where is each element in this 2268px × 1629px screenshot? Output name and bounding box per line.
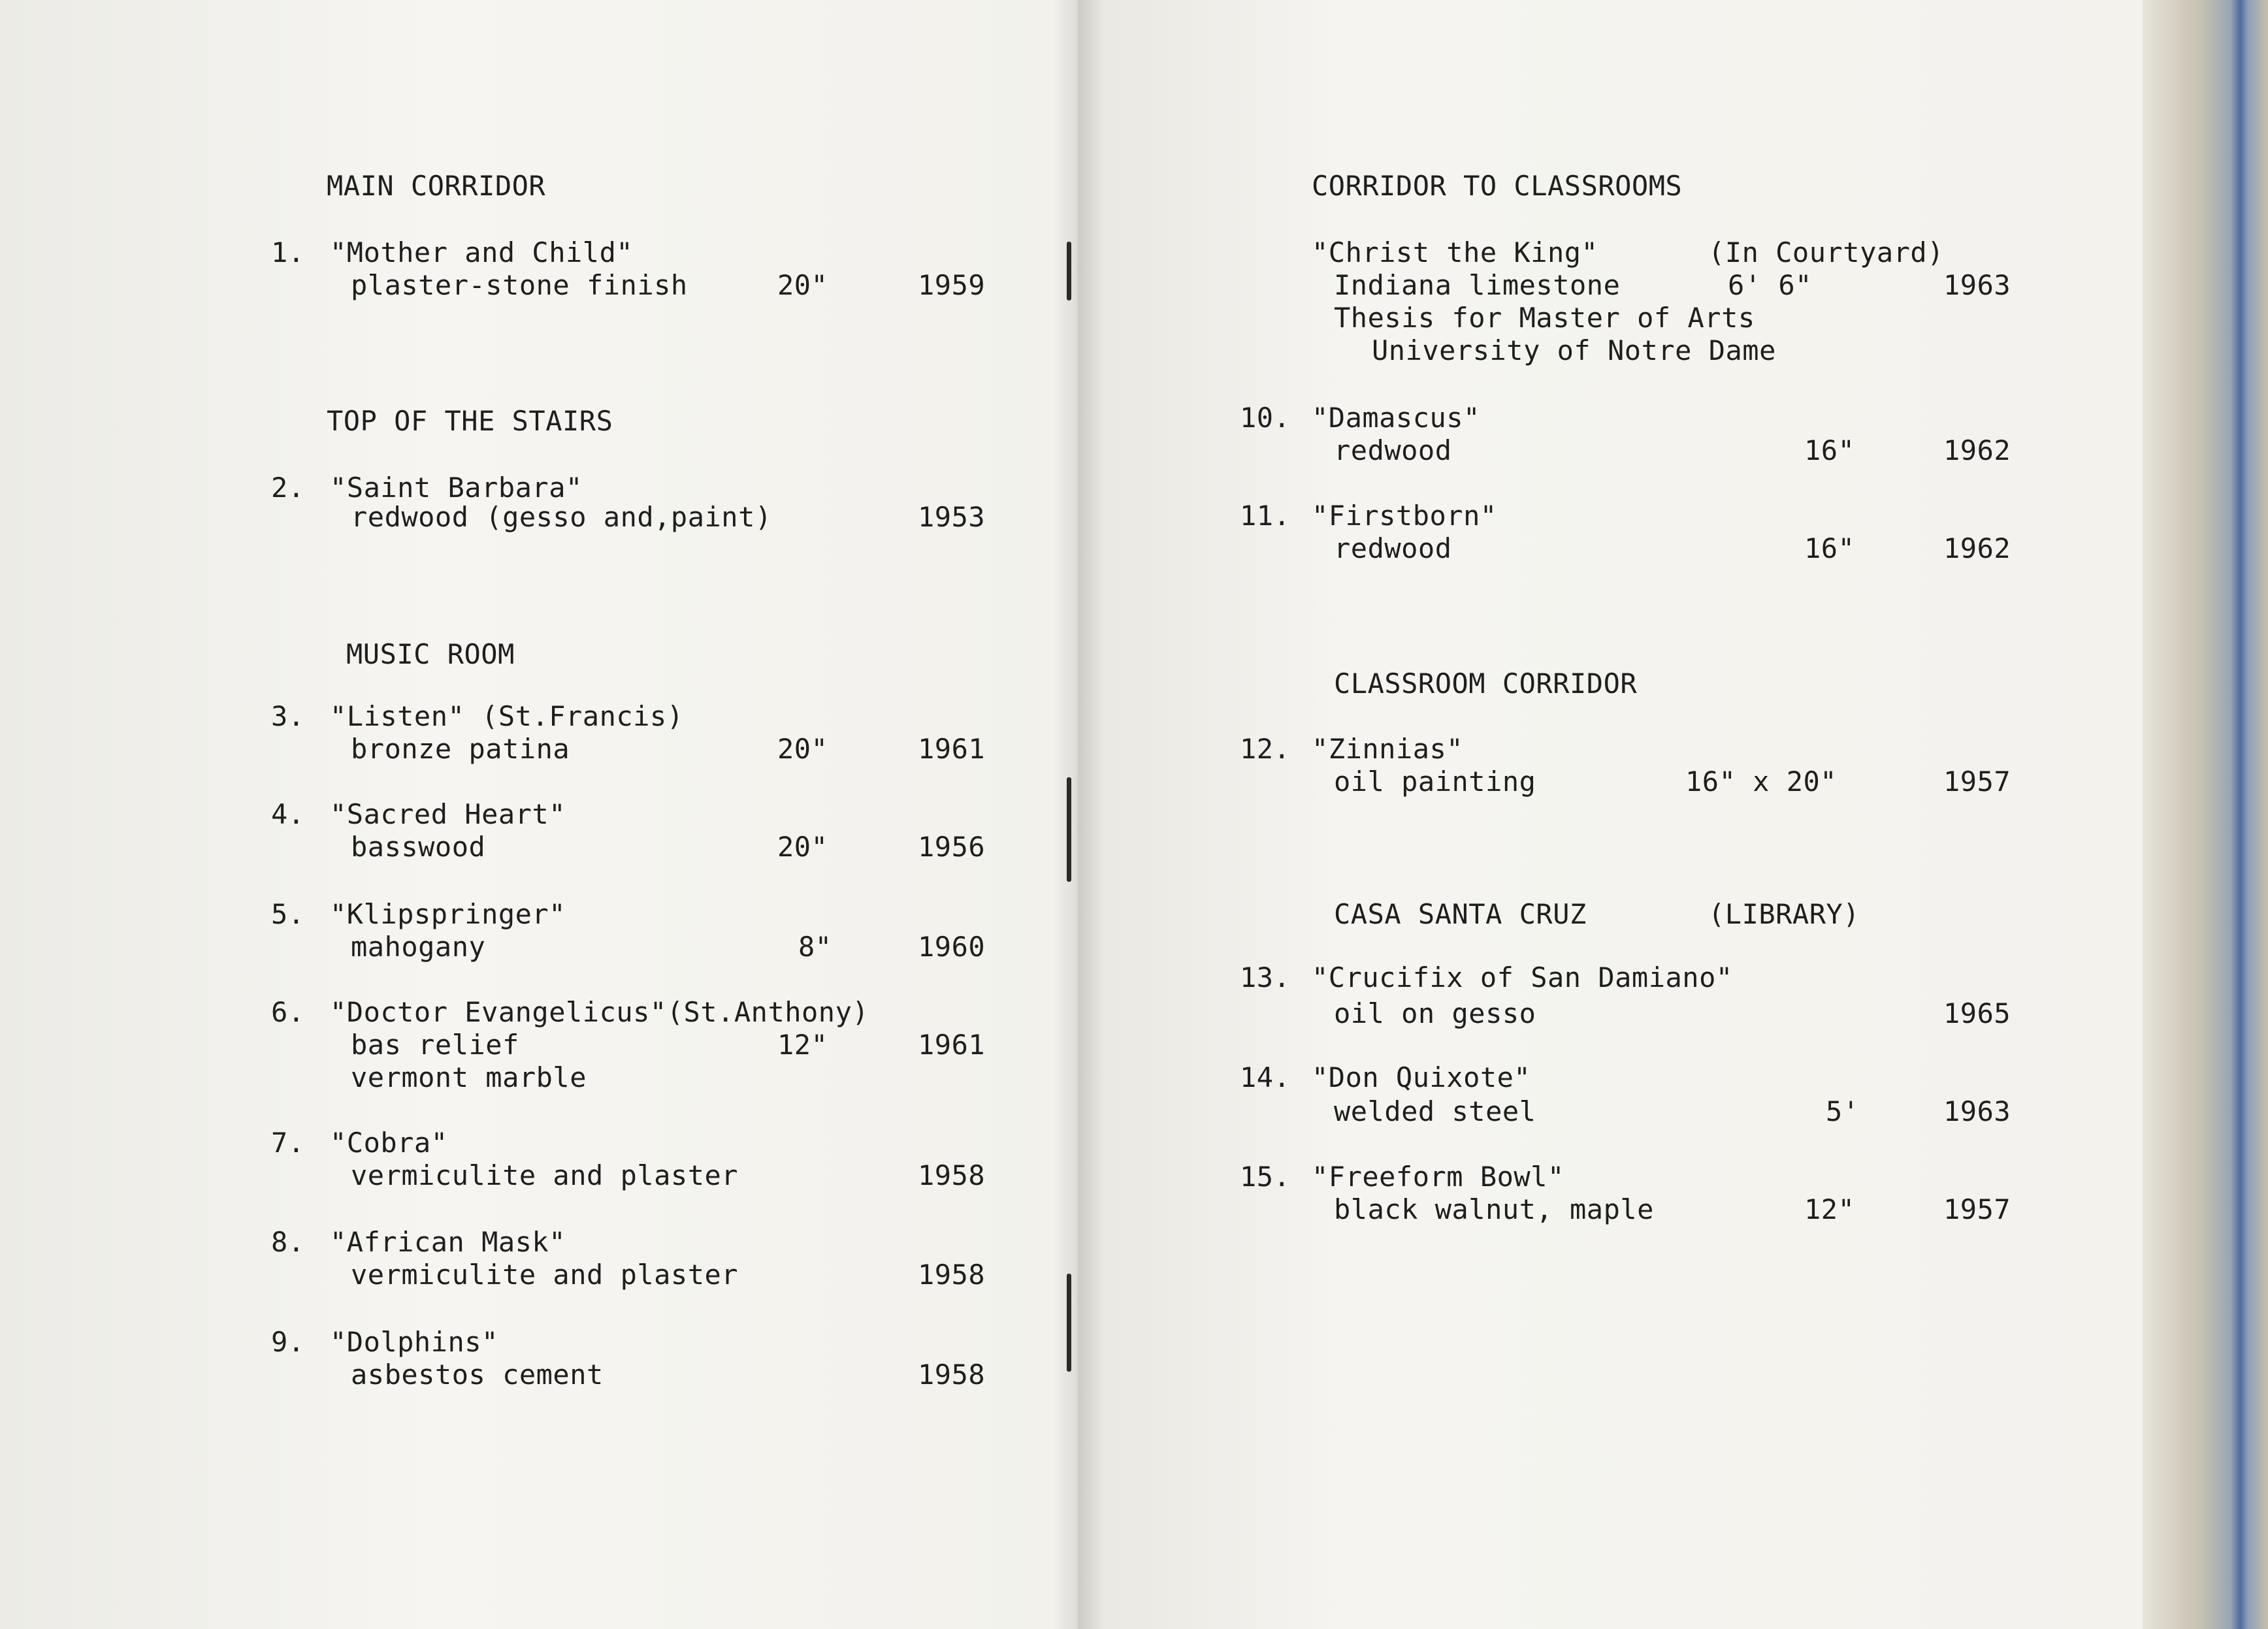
item-year: 1957 [1943, 1193, 2011, 1225]
staple [1067, 777, 1071, 882]
item-year: 1963 [1943, 269, 2011, 301]
item-material: oil painting [1334, 766, 1536, 798]
booklet-edge [2143, 0, 2268, 1629]
item-material: plaster-stone finish [351, 269, 688, 301]
item-material: vermiculite and plaster [351, 1159, 739, 1191]
section-heading: CASA SANTA CRUZ [1334, 898, 1587, 930]
item-title: "Crucifix of San Damiano" [1312, 961, 1733, 993]
item-title: "African Mask" [330, 1226, 566, 1258]
item-title: "Damascus" [1312, 402, 1480, 434]
item-material: Indiana limestone [1334, 269, 1621, 301]
item-material: redwood [1334, 434, 1452, 466]
item-size: 12" [777, 1029, 828, 1061]
section-heading-extra: (LIBRARY) [1708, 898, 1860, 930]
item-number: 4. [271, 798, 305, 830]
item-size: 8" [798, 931, 832, 963]
item-title: "Freeform Bowl" [1312, 1161, 1564, 1193]
item-title: "Zinnias" [1312, 733, 1464, 765]
item-year: 1963 [1943, 1095, 2011, 1127]
item-title: "Klipspringer" [330, 898, 566, 930]
item-number: 10. [1240, 402, 1291, 434]
item-number: 15. [1240, 1161, 1291, 1193]
item-number: 6. [271, 996, 305, 1028]
item-number: 9. [271, 1326, 305, 1358]
item-number: 2. [271, 472, 305, 504]
item-year: 1962 [1943, 532, 2011, 564]
item-title: "Firstborn" [1312, 500, 1497, 532]
item-number: 1. [271, 236, 305, 268]
item-size: 16" x 20" [1685, 766, 1838, 798]
item-material: basswood [351, 831, 486, 863]
item-title: "Saint Barbara" [330, 472, 583, 504]
item-size: 16" [1804, 434, 1855, 466]
section-heading: CORRIDOR TO CLASSROOMS [1312, 170, 1683, 202]
item-size: 16" [1804, 532, 1855, 564]
section-heading: MAIN CORRIDOR [327, 170, 546, 202]
item-year: 1961 [918, 733, 986, 765]
item-title: "Dolphins" [330, 1326, 498, 1358]
item-material: asbestos cement [351, 1359, 604, 1391]
item-material: bas relief [351, 1029, 519, 1061]
staple [1067, 242, 1071, 300]
item-year: 1953 [918, 501, 986, 533]
item-material: redwood [1334, 532, 1452, 564]
section-heading: TOP OF THE STAIRS [327, 405, 613, 437]
item-material: redwood (gesso and,paint) [351, 501, 772, 533]
item-title: "Cobra" [330, 1127, 448, 1159]
item-note: Thesis for Master of Arts [1334, 302, 1755, 334]
item-number: 3. [271, 700, 305, 732]
item-size: 20" [777, 269, 828, 301]
item-title: "Listen" (St.Francis) [330, 700, 684, 732]
item-year: 1958 [918, 1259, 986, 1291]
item-year: 1959 [918, 269, 986, 301]
item-number: 7. [271, 1127, 305, 1159]
section-heading: CLASSROOM CORRIDOR [1334, 668, 1638, 700]
item-size: 5' [1826, 1095, 1860, 1127]
item-note: University of Notre Dame [1372, 334, 1776, 366]
item-year: 1962 [1943, 434, 2011, 466]
right-page [1078, 0, 2143, 1629]
item-material: vermiculite and plaster [351, 1259, 739, 1291]
item-year: 1961 [918, 1029, 986, 1061]
item-material: bronze patina [351, 733, 570, 765]
item-title: "Don Quixote" [1312, 1061, 1531, 1093]
item-size: 20" [777, 831, 828, 863]
item-year: 1956 [918, 831, 986, 863]
item-location: (In Courtyard) [1708, 236, 1945, 268]
item-year: 1965 [1943, 997, 2011, 1029]
item-title: "Sacred Heart" [330, 798, 566, 830]
item-year: 1958 [918, 1159, 986, 1191]
item-material: mahogany [351, 931, 486, 963]
item-year: 1960 [918, 931, 986, 963]
item-title: "Doctor Evangelicus"(St.Anthony) [330, 996, 869, 1028]
item-number: 13. [1240, 961, 1291, 993]
item-material: vermont marble [351, 1061, 587, 1093]
item-material: welded steel [1334, 1095, 1536, 1127]
item-number: 12. [1240, 733, 1291, 765]
item-number: 11. [1240, 500, 1291, 532]
section-heading: MUSIC ROOM [346, 638, 515, 670]
item-year: 1958 [918, 1359, 986, 1391]
item-number: 14. [1240, 1061, 1291, 1093]
item-number: 8. [271, 1226, 305, 1258]
item-title: "Christ the King" [1312, 236, 1598, 268]
item-year: 1957 [1943, 766, 2011, 798]
item-size: 12" [1804, 1193, 1855, 1225]
item-material: oil on gesso [1334, 997, 1536, 1029]
binding-gutter [1052, 0, 1104, 1629]
item-number: 5. [271, 898, 305, 930]
item-size: 6' 6" [1728, 269, 1812, 301]
item-title: "Mother and Child" [330, 236, 634, 268]
staple [1067, 1274, 1071, 1372]
item-size: 20" [777, 733, 828, 765]
item-material: black walnut, maple [1334, 1193, 1654, 1225]
